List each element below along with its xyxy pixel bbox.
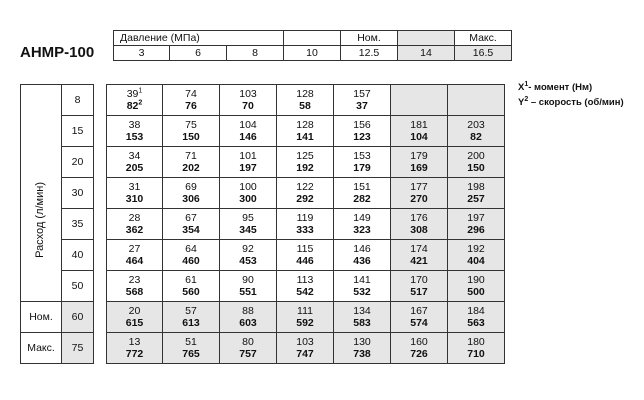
speed-value: 123 <box>353 131 371 143</box>
speed-value: 153 <box>125 131 144 143</box>
speed-value: 141 <box>296 131 314 143</box>
speed-value: 453 <box>239 255 257 267</box>
data-cell <box>220 85 277 116</box>
torque-value: 57 <box>185 305 197 317</box>
speed-value: 282 <box>353 193 371 205</box>
speed-value: 202 <box>182 162 200 174</box>
spacer <box>94 271 107 302</box>
speed-value: 574 <box>410 317 428 329</box>
data-cell <box>391 116 448 147</box>
speed-value: 300 <box>239 193 257 205</box>
table-row <box>21 271 505 302</box>
pressure-value: 6 <box>170 46 227 61</box>
spacer <box>94 147 107 178</box>
torque-value: 51 <box>185 336 197 348</box>
torque-value: 128 <box>296 88 314 100</box>
torque-value: 71 <box>185 150 197 162</box>
torque-value: 64 <box>185 243 197 255</box>
flow-value: 35 <box>62 209 94 240</box>
speed-value: 583 <box>353 317 371 329</box>
data-cell <box>448 147 505 178</box>
data-cell <box>334 147 391 178</box>
torque-value: 197 <box>467 212 485 224</box>
cell-line <box>107 100 162 112</box>
torque-value: 125 <box>296 150 314 162</box>
torque-value: 130 <box>353 336 371 348</box>
torque-value: 180 <box>467 336 485 348</box>
speed-value: 765 <box>182 348 200 360</box>
torque-value: 101 <box>239 150 257 162</box>
data-cell <box>391 178 448 209</box>
data-cell <box>277 333 334 364</box>
spacer <box>94 178 107 209</box>
speed-value: 58 <box>299 100 311 112</box>
data-cell <box>334 240 391 271</box>
pressure-value: 10 <box>284 46 341 61</box>
speed-value: 560 <box>182 286 200 298</box>
data-cell <box>107 333 163 364</box>
torque-value: 184 <box>467 305 485 317</box>
speed-value: 542 <box>296 286 314 298</box>
speed-value: 592 <box>296 317 314 329</box>
data-cell <box>107 178 163 209</box>
speed-value: 150 <box>182 131 200 143</box>
torque-value: 200 <box>467 150 485 162</box>
torque-value: 198 <box>467 181 485 193</box>
speed-value: 82 <box>126 100 139 112</box>
data-cell <box>448 209 505 240</box>
data-cell <box>220 178 277 209</box>
torque-value: 153 <box>353 150 371 162</box>
flow-value: 75 <box>62 333 94 364</box>
speed-value: 613 <box>182 317 200 329</box>
speed-value: 306 <box>182 193 200 205</box>
data-cell <box>277 240 334 271</box>
flow-value: 60 <box>62 302 94 333</box>
table-row <box>21 209 505 240</box>
torque-value: 167 <box>410 305 428 317</box>
torque-value: 192 <box>467 243 485 255</box>
torque-value: 203 <box>467 119 485 131</box>
torque-value: 134 <box>353 305 371 317</box>
speed-value: 738 <box>353 348 371 360</box>
data-cell <box>277 271 334 302</box>
data-cell <box>163 85 220 116</box>
torque-value: 119 <box>296 212 314 224</box>
speed-value: 517 <box>410 286 428 298</box>
torque-value: 90 <box>242 274 254 286</box>
torque-value: 92 <box>242 243 254 255</box>
data-cell <box>391 85 448 116</box>
speed-value: 205 <box>125 162 144 174</box>
speed-value: 292 <box>296 193 314 205</box>
data-cell <box>220 116 277 147</box>
speed-value: 500 <box>467 286 485 298</box>
speed-value: 270 <box>410 193 428 205</box>
data-cell <box>448 85 505 116</box>
data-cell <box>220 147 277 178</box>
torque-value: 28 <box>128 212 141 224</box>
torque-value: 67 <box>185 212 197 224</box>
torque-value: 170 <box>410 274 428 286</box>
data-cell <box>334 209 391 240</box>
speed-value: 179 <box>353 162 371 174</box>
spacer <box>94 85 107 116</box>
torque-value: 75 <box>185 119 197 131</box>
torque-value: 34 <box>128 150 141 162</box>
data-cell <box>334 85 391 116</box>
table-row <box>21 302 505 333</box>
torque-value: 156 <box>353 119 371 131</box>
data-cell <box>163 147 220 178</box>
spacer <box>94 116 107 147</box>
data-cell <box>220 240 277 271</box>
speed-value: 532 <box>353 286 371 298</box>
torque-value: 160 <box>410 336 428 348</box>
table-row <box>21 333 505 364</box>
speed-value: 192 <box>296 162 314 174</box>
data-cell <box>334 178 391 209</box>
torque-value: 149 <box>353 212 371 224</box>
flow-value: 40 <box>62 240 94 271</box>
speed-value: 308 <box>410 224 428 236</box>
speed-value: 197 <box>239 162 257 174</box>
data-cell <box>277 116 334 147</box>
data-cell <box>334 333 391 364</box>
spacer <box>94 333 107 364</box>
speed-value: 726 <box>410 348 428 360</box>
data-cell <box>334 116 391 147</box>
max-pressure-label: Макс. <box>455 31 512 46</box>
data-cell <box>391 271 448 302</box>
data-cell <box>107 302 163 333</box>
data-cell <box>277 85 334 116</box>
speed-value: 257 <box>467 193 485 205</box>
torque-value: 157 <box>353 88 371 100</box>
superscript: 1 <box>138 87 143 95</box>
speed-value: 757 <box>239 348 257 360</box>
speed-value: 551 <box>239 286 257 298</box>
table-row <box>21 116 505 147</box>
torque-value: 141 <box>353 274 371 286</box>
torque-value: 190 <box>467 274 485 286</box>
data-cell <box>107 85 163 116</box>
speed-value: 169 <box>410 162 428 174</box>
flow-value: 8 <box>62 85 94 116</box>
torque-value: 146 <box>353 243 371 255</box>
speed-value: 362 <box>125 224 144 236</box>
speed-value: 710 <box>467 348 485 360</box>
data-cell <box>391 240 448 271</box>
table-row <box>21 85 505 116</box>
nominal-pressure-label: Ном. <box>341 31 398 46</box>
pressure-value: 12.5 <box>341 46 398 61</box>
data-cell <box>163 333 220 364</box>
torque-value: 113 <box>296 274 314 286</box>
torque-value: 31 <box>128 181 141 193</box>
data-cell <box>334 271 391 302</box>
model-title: АНМР-100 <box>20 44 95 61</box>
data-cell <box>220 333 277 364</box>
data-cell <box>448 178 505 209</box>
torque-value: 111 <box>297 305 313 317</box>
torque-value: 69 <box>185 181 197 193</box>
flow-axis-label-wrap <box>28 120 52 320</box>
torque-value: 115 <box>296 243 314 255</box>
speed-value: 37 <box>356 100 368 112</box>
speed-value: 615 <box>125 317 144 329</box>
torque-value: 74 <box>185 88 197 100</box>
pressure-header-table <box>113 30 512 61</box>
torque-value: 88 <box>242 305 254 317</box>
torque-value: 122 <box>296 181 314 193</box>
torque-value: 38 <box>128 119 141 131</box>
legend-x: $X^1-$ момент (Нм) <box>518 80 593 93</box>
data-cell <box>391 209 448 240</box>
torque-value: 80 <box>242 336 254 348</box>
nominal-flow-label: Ном. <box>21 302 62 333</box>
pressure-value: 16.5 <box>455 46 512 61</box>
data-cell <box>220 209 277 240</box>
data-cell <box>391 302 448 333</box>
data-cell <box>220 302 277 333</box>
speed-value: 333 <box>296 224 314 236</box>
torque-value: 103 <box>239 88 257 100</box>
torque-value: 100 <box>239 181 257 193</box>
data-cell <box>163 302 220 333</box>
spacer <box>94 302 107 333</box>
torque-value: 177 <box>410 181 428 193</box>
speed-value: 421 <box>410 255 428 267</box>
pressure-value: 3 <box>114 46 170 61</box>
data-cell <box>277 147 334 178</box>
torque-value: 27 <box>128 243 141 255</box>
performance-table <box>20 84 505 364</box>
data-cell <box>107 209 163 240</box>
speed-value: 323 <box>353 224 371 236</box>
flow-value: 15 <box>62 116 94 147</box>
data-cell <box>277 209 334 240</box>
empty-header-cell <box>398 31 455 46</box>
data-cell <box>334 302 391 333</box>
data-cell <box>448 333 505 364</box>
speed-value: 104 <box>410 131 428 143</box>
speed-value: 354 <box>182 224 200 236</box>
data-cell <box>391 147 448 178</box>
spacer <box>94 240 107 271</box>
pressure-value: 14 <box>398 46 455 61</box>
speed-value: 603 <box>239 317 257 329</box>
torque-value: 20 <box>128 305 141 317</box>
data-cell <box>448 240 505 271</box>
torque-value: 151 <box>353 181 371 193</box>
table-row <box>21 147 505 178</box>
speed-value: 310 <box>125 193 144 205</box>
axis-label-cell <box>21 85 62 116</box>
table-row <box>21 240 505 271</box>
torque-value: 174 <box>410 243 428 255</box>
torque-value: 181 <box>410 119 428 131</box>
speed-value: 296 <box>467 224 485 236</box>
speed-value: 82 <box>470 131 482 143</box>
speed-value: 446 <box>296 255 314 267</box>
data-cell <box>448 116 505 147</box>
table-row <box>21 178 505 209</box>
speed-value: 150 <box>467 162 485 174</box>
data-cell <box>163 178 220 209</box>
data-cell <box>107 271 163 302</box>
pressure-label: Давление (МПа) <box>114 31 284 46</box>
torque-value: 95 <box>242 212 254 224</box>
data-cell <box>107 116 163 147</box>
torque-value: 23 <box>128 274 141 286</box>
flow-axis-label: Расход (л/мин) <box>34 182 46 258</box>
flow-value: 50 <box>62 271 94 302</box>
data-cell <box>163 116 220 147</box>
data-cell <box>391 333 448 364</box>
data-cell <box>163 209 220 240</box>
speed-value: 563 <box>467 317 485 329</box>
torque-value: 176 <box>410 212 428 224</box>
data-cell <box>277 178 334 209</box>
flow-value: 20 <box>62 147 94 178</box>
torque-value: 103 <box>296 336 314 348</box>
empty-header-cell <box>284 31 341 46</box>
torque-value: 39 <box>126 88 139 100</box>
data-cell <box>163 240 220 271</box>
speed-value: 146 <box>239 131 257 143</box>
speed-value: 568 <box>125 286 144 298</box>
data-cell <box>277 302 334 333</box>
torque-value: 104 <box>239 119 257 131</box>
cell-line <box>107 88 162 100</box>
torque-value: 179 <box>410 150 428 162</box>
speed-value: 460 <box>182 255 200 267</box>
speed-value: 404 <box>467 255 485 267</box>
spacer <box>94 209 107 240</box>
flow-value: 30 <box>62 178 94 209</box>
data-cell <box>107 147 163 178</box>
speed-value: 70 <box>242 100 254 112</box>
torque-value: 128 <box>296 119 314 131</box>
legend-y: $Y^2$ – скорость (об/мин) <box>518 95 624 108</box>
data-cell <box>220 271 277 302</box>
speed-value: 464 <box>125 255 144 267</box>
data-cell <box>163 271 220 302</box>
torque-value: 13 <box>128 336 141 348</box>
torque-value: 61 <box>185 274 197 286</box>
data-cell <box>448 302 505 333</box>
superscript: 2 <box>138 99 143 107</box>
speed-value: 747 <box>296 348 314 360</box>
data-cell <box>107 240 163 271</box>
speed-value: 436 <box>353 255 371 267</box>
speed-value: 76 <box>185 100 197 112</box>
speed-value: 772 <box>125 348 144 360</box>
data-cell <box>448 271 505 302</box>
speed-value: 345 <box>239 224 257 236</box>
pressure-value: 8 <box>227 46 284 61</box>
max-flow-label: Макс. <box>21 333 62 364</box>
